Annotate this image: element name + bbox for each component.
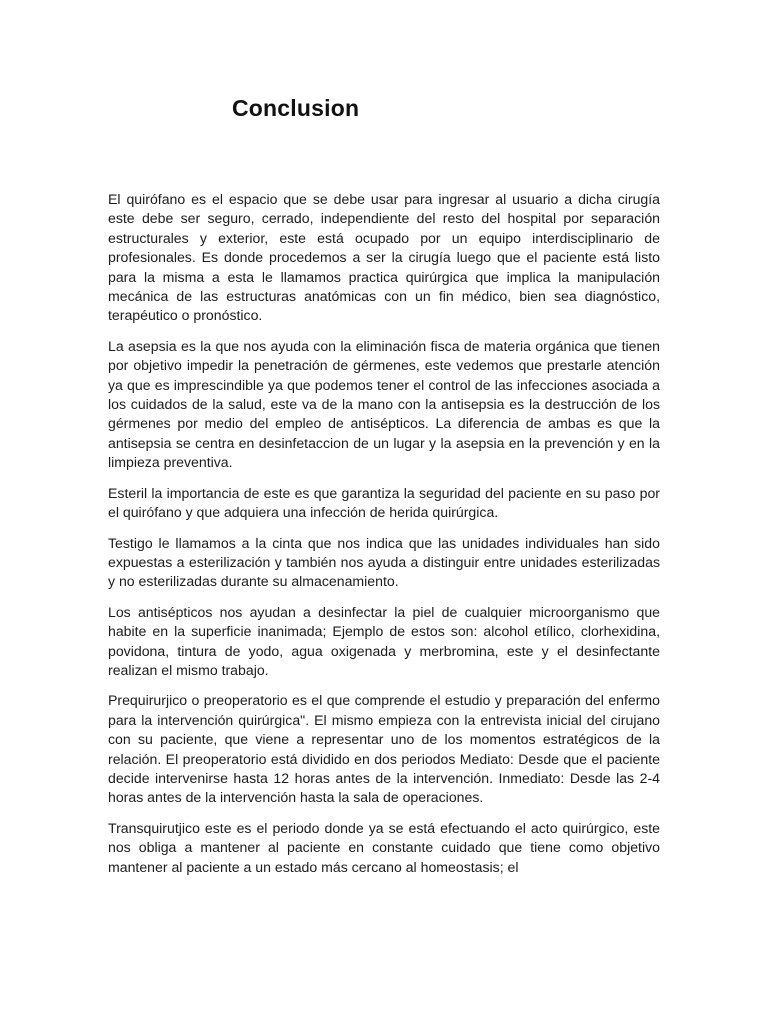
paragraph-transquirurgico: Transquirutjico este es el periodo donde ya se está efectuando el acto quirúrgico, este nos obliga a mantener al paciente en constante cuidado que tiene como objetivo mantener al paciente a un estado más cercano al homeostasis; el (108, 819, 660, 875)
paragraph-antisepticos: Los antisépticos nos ayudan a desinfectar la piel de cualquier microorganismo que habite en la superficie inanimada; Ejemplo de estos son: alcohol etílico, clorhexidina, povidona, tintura de yodo, agua oxigenada y merbromina, este y el desinfectante realizan el mismo trabajo. (108, 603, 660, 678)
document-body (108, 190, 660, 888)
paragraph-quirofano: El quirófano es el espacio que se debe usar para ingresar al usuario a dicha cirugía este debe ser seguro, cerrado, independiente del resto del hospital por separación estructurales y exterior, este está ocupado por un equipo interdisciplinario de profesionales. Es donde procedemos a ser la cirugía luego que el paciente está listo para la misma a esta le llamamos practica quirúrgica que implica la manipulación mecánica de las estructuras anatómicas con un fin médico, bien sea diagnóstico, terapéutico o pronóstico. (108, 191, 660, 324)
paragraph-testigo: Testigo le llamamos a la cinta que nos indica que las unidades individuales han sido expuestas a esterilización y también nos ayuda a distinguir entre unidades esterilizadas y no esterilizadas durante su almacenamiento. (108, 534, 660, 590)
paragraph-asepsia: La asepsia es la que nos ayuda con la eliminación fisca de materia orgánica que tienen por objetivo impedir la penetración de gérmenes, este vedemos que prestarle atención ya que es imprescindible ya que podemos tener el control de las infecciones asociada a los cuidados de la salud, este va de la mano con la antisepsia es la destrucción de los gérmenes por medio del empleo de antisépticos. La diferencia de ambas es que la antisepsia se centra en desinfetaccion de un lugar y la asepsia en la prevención y en la limpieza preventiva. (108, 337, 660, 471)
paragraph-preoperatorio: Prequirurjico o preoperatorio es el que comprende el estudio y preparación del enfermo para la intervención quirúrgica". El mismo empieza con la entrevista inicial del cirujano con su paciente, que viene a representar uno de los momentos estratégicos de la relación. El preoperatorio está dividido en dos periodos Mediato: Desde que el paciente decide intervenirse hasta 12 horas antes de la intervención. Inmediato: Desde las 2-4 horas antes de la intervención hasta la sala de operaciones. (108, 692, 660, 806)
paragraph-esteril: Esteril la importancia de este es que garantiza la seguridad del paciente en su paso por el quirófano y que adquiera una infección de herida quirúrgica. (108, 484, 660, 521)
page-title: Conclusion (232, 95, 360, 121)
